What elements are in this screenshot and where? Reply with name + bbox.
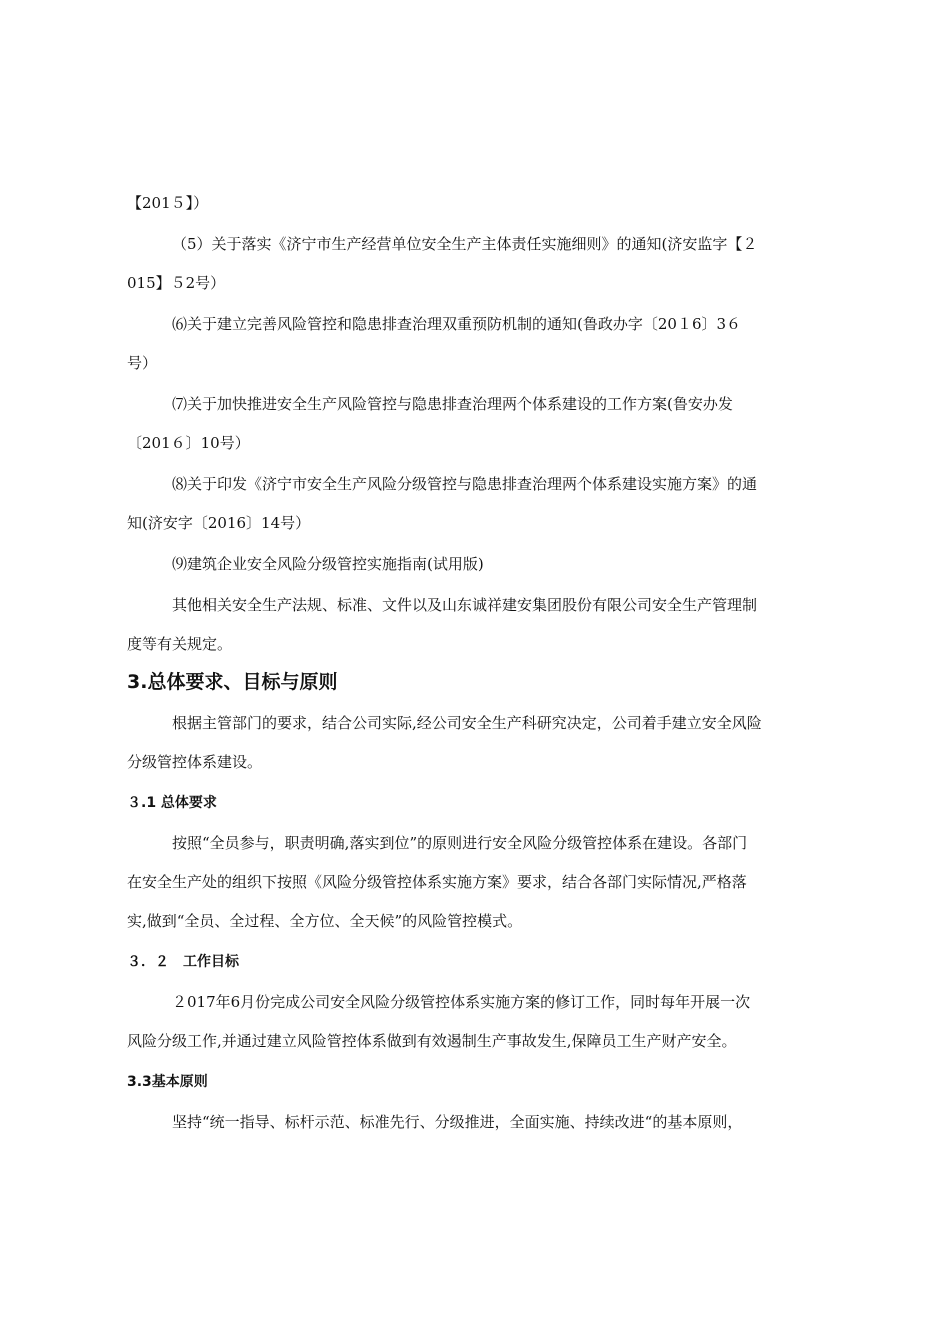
section-3-1-line2: 在安全生产处的组织下按照《风险分级管控体系实施方案》要求，结合各部门实际情况,严格落 (127, 873, 747, 891)
ref-other-line2: 度等有关规定。 (127, 635, 233, 653)
ref-item-5-line1: （5）关于落实《济宁市生产经营单位安全生产主体责任实施细则》的通知(济安监字【２ (172, 235, 758, 253)
ref-item-6-line2: 号） (127, 354, 158, 372)
ref-item-5-line2: 015】５2号） (127, 274, 226, 292)
ref-line-continuation: 【201５】） (127, 194, 209, 212)
section-3-3-line1: 坚持“统一指导、标杆示范、标准先行、分级推进，全面实施、持续改进“的基本原则， (172, 1113, 743, 1131)
section-3-3-title: 3.3基本原则 (127, 1074, 208, 1090)
section-3-1-line1: 按照“全员参与，职责明确,落实到位”的原则进行安全风险分级管控体系在建设。各部门 (172, 834, 748, 852)
ref-item-7-line2: 〔201６〕10号） (127, 434, 250, 452)
section-3-intro-line1: 根据主管部门的要求，结合公司实际,经公司安全生产科研究决定，公司着手建立安全风险 (172, 714, 762, 732)
section-3-1-line3: 实,做到“全员、全过程、全方位、全天候”的风险管控模式。 (127, 912, 523, 930)
ref-other-line1: 其他相关安全生产法规、标准、文件以及山东诚祥建安集团股份有限公司安全生产管理制 (172, 596, 758, 614)
section-3-title: 3.总体要求、目标与原则 (127, 671, 338, 693)
ref-item-7-line1: ⑺关于加快推进安全生产风险管控与隐患排查治理两个体系建设的工作方案(鲁安办发 (172, 395, 733, 413)
section-3-intro-line2: 分级管控体系建设。 (127, 753, 263, 771)
section-3-2-title: ３．２ 工作目标 (127, 954, 239, 970)
section-3-2-line1: ２017年6月份完成公司安全风险分级管控体系实施方案的修订工作，同时每年开展一次 (172, 993, 751, 1011)
ref-item-8-line1: ⑻关于印发《济宁市安全生产风险分级管控与隐患排查治理两个体系建设实施方案》的通 (172, 475, 758, 493)
ref-item-8-line2: 知(济安字〔2016〕14号） (127, 514, 311, 532)
ref-item-9: ⑼建筑企业安全风险分级管控实施指南(试用版) (172, 555, 484, 573)
section-3-2-line2: 风险分级工作,并通过建立风险管控体系做到有效遏制生产事故发生,保障员工生产财产安全。 (127, 1032, 737, 1050)
ref-item-6-line1: ⑹关于建立完善风险管控和隐患排查治理双重预防机制的通知(鲁政办字〔20１6〕3６ (172, 315, 742, 333)
section-3-1-title: ３.1 总体要求 (127, 795, 217, 811)
